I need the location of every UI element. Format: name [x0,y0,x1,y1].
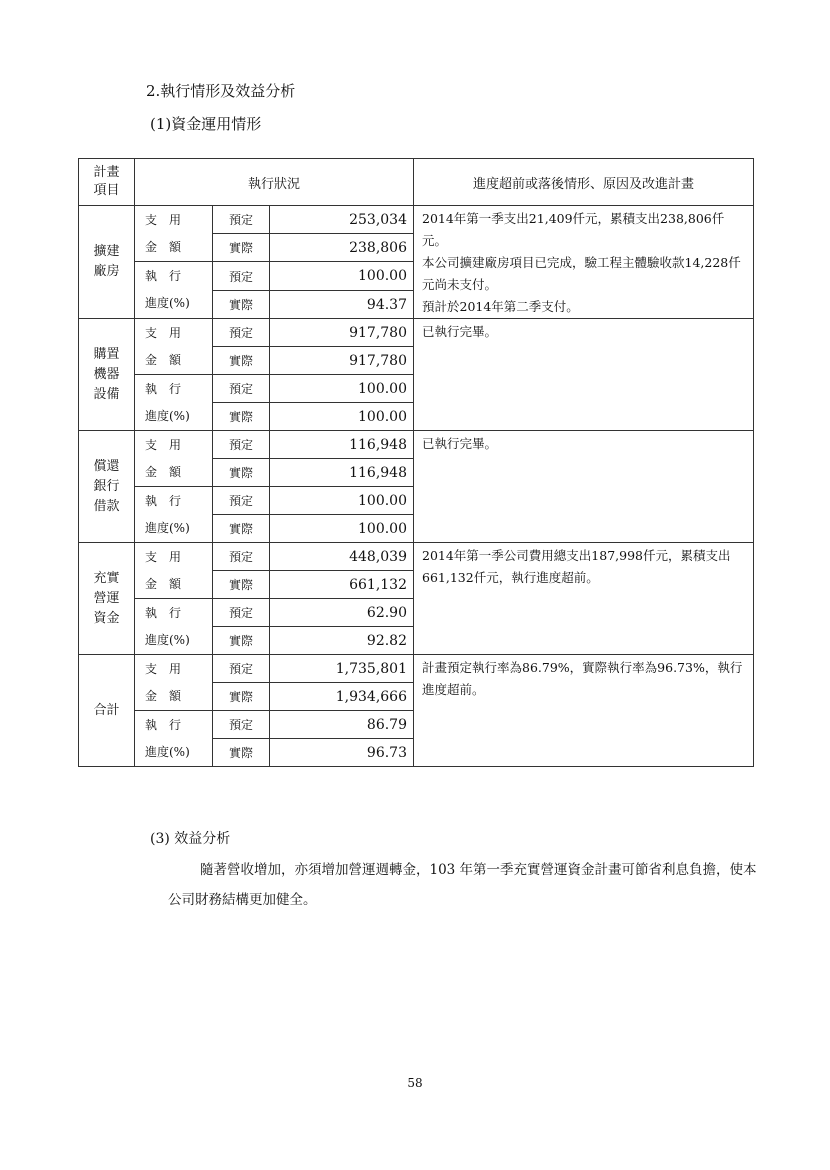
execution-progress-label [135,262,213,319]
metric-label-line: 進度(%) [145,632,190,647]
metric-label-line: 金 額 [145,688,182,703]
section-heading-2: 2.執行情形及效益分析 [146,82,296,100]
value-cell: 661,132 [270,571,414,599]
planned-label: 預定 [213,655,270,683]
value-cell: 917,780 [270,319,414,347]
section-3-heading: (3) 效益分析 [150,831,231,847]
value-cell: 448,039 [270,543,414,571]
progress-note: 已執行完畢。 [414,319,754,431]
metric-label-line: 支 用 [145,437,182,452]
value-cell: 100.00 [270,403,414,431]
item-name-cell [79,431,135,543]
metric-label-line: 進度(%) [145,744,190,759]
section-3-paragraph: 隨著營收增加，亦須增加營運週轉金，103 年第一季充實營運資金計畫可節省利息負擔，使本公司財務結構更加健全。 [168,862,757,908]
metric-label-line: 支 用 [145,212,182,227]
actual-label: 實際 [213,234,270,262]
value-cell: 94.37 [270,291,414,319]
execution-progress-label [135,487,213,543]
planned-label: 預定 [213,206,270,234]
metric-label-line: 執 行 [145,717,182,732]
actual-label: 實際 [213,459,270,487]
item-name-cell [79,319,135,431]
planned-label: 預定 [213,711,270,739]
table-row [79,206,754,234]
table-row [79,431,754,459]
value-cell: 100.00 [270,487,414,515]
expenditure-label [135,543,213,599]
value-cell: 253,034 [270,206,414,234]
metric-label-line: 進度(%) [145,520,190,535]
item-name: 擴建廠房 [93,244,120,279]
metric-label-line: 執 行 [145,269,182,283]
section-heading-1: (1)資金運用情形 [150,115,262,133]
value-cell: 100.00 [270,262,414,291]
value-cell: 238,806 [270,234,414,262]
item-name: 償還銀行借款 [93,458,120,514]
planned-label: 預定 [213,262,270,291]
actual-label: 實際 [213,291,270,319]
item-name-cell [79,206,135,319]
metric-label-line: 執 行 [145,381,182,396]
execution-progress-label [135,711,213,767]
execution-progress-label [135,375,213,431]
actual-label: 實際 [213,347,270,375]
value-cell: 116,948 [270,459,414,487]
expenditure-label [135,206,213,262]
metric-label-line: 金 額 [145,352,182,367]
metric-label-line: 金 額 [145,576,182,591]
expenditure-label [135,655,213,711]
table-row [79,543,754,571]
item-name: 充實營運資金 [93,570,120,626]
value-cell: 1,934,666 [270,683,414,711]
value-cell: 96.73 [270,739,414,767]
header-status: 執行狀況 [135,159,414,206]
header-progress: 進度超前或落後情形、原因及改進計畫 [414,159,754,206]
progress-note: 計畫預定執行率為86.79%，實際執行率為96.73%，執行進度超前。 [414,655,754,767]
progress-note: 已執行完畢。 [414,431,754,543]
planned-label: 預定 [213,431,270,459]
value-cell: 86.79 [270,711,414,739]
value-cell: 1,735,801 [270,655,414,683]
actual-label: 實際 [213,515,270,543]
value-cell: 92.82 [270,627,414,655]
value-cell: 116,948 [270,431,414,459]
metric-label-line: 支 用 [145,661,182,676]
planned-label: 預定 [213,487,270,515]
fund-usage-table [78,158,754,767]
expenditure-label [135,319,213,375]
metric-label-line: 執 行 [145,605,182,620]
actual-label: 實際 [213,739,270,767]
value-cell: 62.90 [270,599,414,627]
execution-progress-label [135,599,213,655]
page-number: 58 [407,1076,423,1090]
actual-label: 實際 [213,571,270,599]
expenditure-label [135,431,213,487]
item-name-cell [79,543,135,655]
actual-label: 實際 [213,683,270,711]
metric-label-line: 執 行 [145,493,182,508]
table-header-row [79,159,754,206]
metric-label-line: 支 用 [145,549,182,564]
metric-label-line: 進度(%) [145,408,190,423]
value-cell: 100.00 [270,515,414,543]
item-name: 合計 [93,702,120,718]
metric-label-line: 金 額 [145,464,182,479]
actual-label: 實際 [213,627,270,655]
metric-label-line: 支 用 [145,325,182,340]
table-row [79,319,754,347]
metric-label-line: 進度(%) [145,296,190,310]
value-cell: 100.00 [270,375,414,403]
progress-note: 2014年第一季公司費用總支出187,998仟元，累積支出661,132仟元，執行進度超前。 [414,543,754,655]
progress-note: 2014年第一季支出21,409仟元，累積支出238,806仟元。 本公司擴建廠房項目已完成，驗工程主體驗收款14,228仟元尚未支付。 預計於2014年第二季支付。 [414,206,754,319]
planned-label: 預定 [213,543,270,571]
item-name: 購置機器設備 [93,346,120,402]
table-row [79,655,754,683]
actual-label: 實際 [213,403,270,431]
planned-label: 預定 [213,599,270,627]
header-item: 計畫項目 [79,159,135,206]
item-name-cell [79,655,135,767]
planned-label: 預定 [213,319,270,347]
value-cell: 917,780 [270,347,414,375]
planned-label: 預定 [213,375,270,403]
metric-label-line: 金 額 [145,239,182,254]
